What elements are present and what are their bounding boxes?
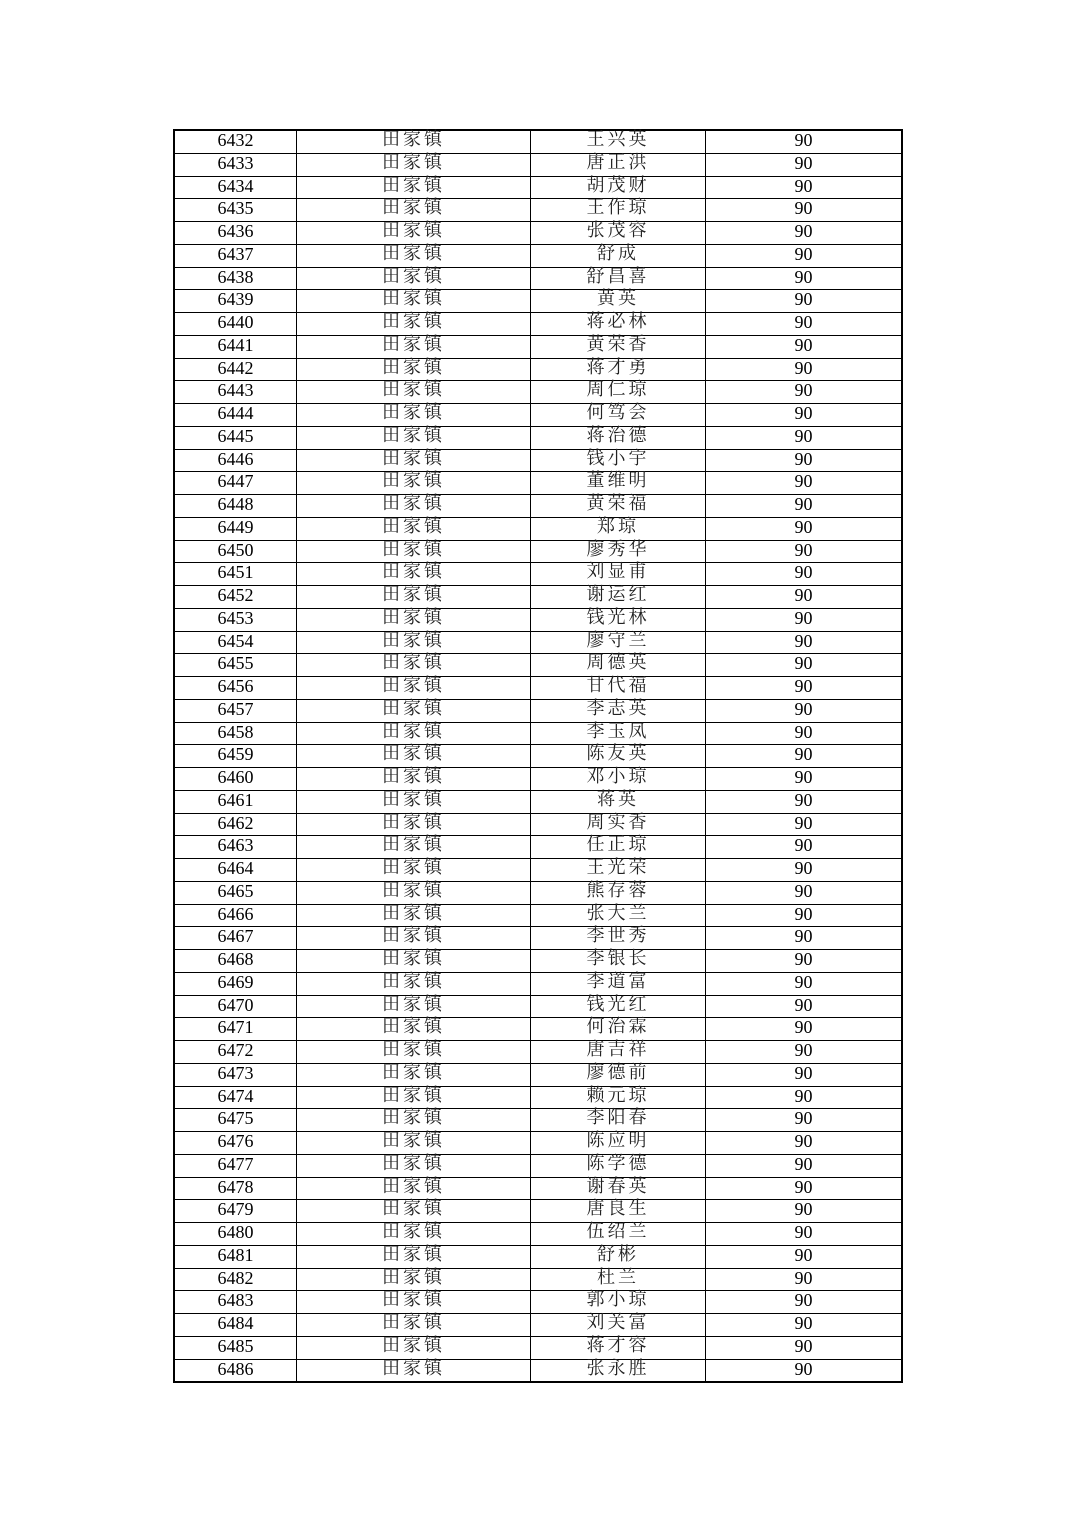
table-row (174, 244, 902, 267)
table-row (174, 1063, 902, 1086)
name-cell: 李玉凤 (531, 722, 706, 745)
table-row (174, 290, 902, 313)
amount-cell: 90 (706, 881, 903, 904)
town-cell: 田家镇 (297, 1086, 531, 1109)
town-cell: 田家镇 (297, 813, 531, 836)
row-number: 6461 (174, 790, 297, 813)
row-number: 6441 (174, 335, 297, 358)
table-row (174, 722, 902, 745)
town-cell: 田家镇 (297, 244, 531, 267)
name-cell: 邓小琼 (531, 768, 706, 791)
row-number: 6479 (174, 1200, 297, 1223)
name-cell: 李阳春 (531, 1109, 706, 1132)
table-row (174, 745, 902, 768)
row-number: 6446 (174, 449, 297, 472)
name-cell: 谢春英 (531, 1177, 706, 1200)
table-row (174, 1245, 902, 1268)
amount-cell: 90 (706, 563, 903, 586)
name-cell: 陈学德 (531, 1154, 706, 1177)
table-row (174, 586, 902, 609)
row-number: 6437 (174, 244, 297, 267)
row-number: 6465 (174, 881, 297, 904)
name-cell: 李志英 (531, 699, 706, 722)
town-cell: 田家镇 (297, 950, 531, 973)
row-number: 6442 (174, 358, 297, 381)
amount-cell: 90 (706, 995, 903, 1018)
row-number: 6432 (174, 130, 297, 153)
row-number: 6438 (174, 267, 297, 290)
town-cell: 田家镇 (297, 881, 531, 904)
town-cell: 田家镇 (297, 631, 531, 654)
amount-cell: 90 (706, 222, 903, 245)
table-row (174, 813, 902, 836)
row-number: 6440 (174, 313, 297, 336)
table-row (174, 176, 902, 199)
town-cell: 田家镇 (297, 449, 531, 472)
amount-cell: 90 (706, 1086, 903, 1109)
table-row (174, 381, 902, 404)
town-cell: 田家镇 (297, 1041, 531, 1064)
name-cell: 蒋才勇 (531, 358, 706, 381)
name-cell: 廖秀华 (531, 540, 706, 563)
name-cell: 陈友英 (531, 745, 706, 768)
town-cell: 田家镇 (297, 1018, 531, 1041)
amount-cell: 90 (706, 1177, 903, 1200)
row-number: 6458 (174, 722, 297, 745)
town-cell: 田家镇 (297, 768, 531, 791)
town-cell: 田家镇 (297, 381, 531, 404)
town-cell: 田家镇 (297, 972, 531, 995)
amount-cell: 90 (706, 313, 903, 336)
town-cell: 田家镇 (297, 153, 531, 176)
amount-cell: 90 (706, 404, 903, 427)
town-cell: 田家镇 (297, 1223, 531, 1246)
amount-cell: 90 (706, 677, 903, 700)
name-cell: 张永胜 (531, 1359, 706, 1382)
table-row (174, 1359, 902, 1382)
name-cell: 赖元琼 (531, 1086, 706, 1109)
town-cell: 田家镇 (297, 654, 531, 677)
amount-cell: 90 (706, 381, 903, 404)
table-row (174, 1223, 902, 1246)
row-number: 6436 (174, 222, 297, 245)
name-cell: 周实香 (531, 813, 706, 836)
amount-cell: 90 (706, 176, 903, 199)
town-cell: 田家镇 (297, 1336, 531, 1359)
amount-cell: 90 (706, 1154, 903, 1177)
row-number: 6451 (174, 563, 297, 586)
town-cell: 田家镇 (297, 495, 531, 518)
row-number: 6443 (174, 381, 297, 404)
town-cell: 田家镇 (297, 722, 531, 745)
table-row (174, 1200, 902, 1223)
name-cell: 舒彬 (531, 1245, 706, 1268)
amount-cell: 90 (706, 972, 903, 995)
town-cell: 田家镇 (297, 790, 531, 813)
table-row (174, 222, 902, 245)
table-row (174, 631, 902, 654)
amount-cell: 90 (706, 426, 903, 449)
town-cell: 田家镇 (297, 290, 531, 313)
name-cell: 刘关富 (531, 1314, 706, 1337)
town-cell: 田家镇 (297, 1109, 531, 1132)
amount-cell: 90 (706, 745, 903, 768)
amount-cell: 90 (706, 335, 903, 358)
table-row (174, 563, 902, 586)
name-cell: 张大兰 (531, 904, 706, 927)
amount-cell: 90 (706, 267, 903, 290)
name-cell: 李世秀 (531, 927, 706, 950)
town-cell: 田家镇 (297, 677, 531, 700)
name-cell: 黄荣香 (531, 335, 706, 358)
amount-cell: 90 (706, 1291, 903, 1314)
amount-cell: 90 (706, 608, 903, 631)
name-cell: 蒋英 (531, 790, 706, 813)
table-row (174, 404, 902, 427)
row-number: 6447 (174, 472, 297, 495)
amount-cell: 90 (706, 1223, 903, 1246)
subsidy-table (173, 129, 903, 1383)
amount-cell: 90 (706, 540, 903, 563)
row-number: 6460 (174, 768, 297, 791)
row-number: 6486 (174, 1359, 297, 1382)
row-number: 6480 (174, 1223, 297, 1246)
table-row (174, 449, 902, 472)
row-number: 6459 (174, 745, 297, 768)
town-cell: 田家镇 (297, 745, 531, 768)
table-row (174, 881, 902, 904)
row-number: 6433 (174, 153, 297, 176)
table-row (174, 313, 902, 336)
town-cell: 田家镇 (297, 1245, 531, 1268)
town-cell: 田家镇 (297, 358, 531, 381)
table-row (174, 972, 902, 995)
row-number: 6484 (174, 1314, 297, 1337)
name-cell: 张茂容 (531, 222, 706, 245)
town-cell: 田家镇 (297, 313, 531, 336)
table-row (174, 1336, 902, 1359)
amount-cell: 90 (706, 1200, 903, 1223)
table-row (174, 1018, 902, 1041)
table-row (174, 1177, 902, 1200)
town-cell: 田家镇 (297, 267, 531, 290)
amount-cell: 90 (706, 495, 903, 518)
table-row (174, 335, 902, 358)
name-cell: 蒋治德 (531, 426, 706, 449)
town-cell: 田家镇 (297, 404, 531, 427)
table-row (174, 836, 902, 859)
name-cell: 谢运红 (531, 586, 706, 609)
town-cell: 田家镇 (297, 1359, 531, 1382)
row-number: 6467 (174, 927, 297, 950)
row-number: 6482 (174, 1268, 297, 1291)
name-cell: 伍绍兰 (531, 1223, 706, 1246)
town-cell: 田家镇 (297, 176, 531, 199)
name-cell: 熊存蓉 (531, 881, 706, 904)
row-number: 6471 (174, 1018, 297, 1041)
name-cell: 郭小琼 (531, 1291, 706, 1314)
row-number: 6462 (174, 813, 297, 836)
row-number: 6445 (174, 426, 297, 449)
name-cell: 舒成 (531, 244, 706, 267)
name-cell: 周仁琼 (531, 381, 706, 404)
amount-cell: 90 (706, 722, 903, 745)
town-cell: 田家镇 (297, 426, 531, 449)
name-cell: 何治霖 (531, 1018, 706, 1041)
row-number: 6470 (174, 995, 297, 1018)
amount-cell: 90 (706, 1063, 903, 1086)
name-cell: 廖守兰 (531, 631, 706, 654)
town-cell: 田家镇 (297, 1268, 531, 1291)
amount-cell: 90 (706, 290, 903, 313)
table-row (174, 1041, 902, 1064)
name-cell: 黄荣福 (531, 495, 706, 518)
table-row (174, 472, 902, 495)
amount-cell: 90 (706, 1041, 903, 1064)
name-cell: 唐良生 (531, 1200, 706, 1223)
amount-cell: 90 (706, 449, 903, 472)
town-cell: 田家镇 (297, 1132, 531, 1155)
amount-cell: 90 (706, 950, 903, 973)
town-cell: 田家镇 (297, 130, 531, 153)
name-cell: 王作琼 (531, 199, 706, 222)
table-row (174, 199, 902, 222)
town-cell: 田家镇 (297, 1200, 531, 1223)
town-cell: 田家镇 (297, 199, 531, 222)
name-cell: 李银长 (531, 950, 706, 973)
row-number: 6466 (174, 904, 297, 927)
row-number: 6435 (174, 199, 297, 222)
table-row (174, 267, 902, 290)
row-number: 6434 (174, 176, 297, 199)
name-cell: 蒋才容 (531, 1336, 706, 1359)
row-number: 6454 (174, 631, 297, 654)
amount-cell: 90 (706, 654, 903, 677)
table-row (174, 768, 902, 791)
name-cell: 钱光红 (531, 995, 706, 1018)
table-row (174, 1314, 902, 1337)
row-number: 6483 (174, 1291, 297, 1314)
town-cell: 田家镇 (297, 1063, 531, 1086)
amount-cell: 90 (706, 1359, 903, 1382)
name-cell: 何笃会 (531, 404, 706, 427)
name-cell: 钱光林 (531, 608, 706, 631)
town-cell: 田家镇 (297, 1291, 531, 1314)
row-number: 6452 (174, 586, 297, 609)
town-cell: 田家镇 (297, 995, 531, 1018)
table-row (174, 1291, 902, 1314)
row-number: 6463 (174, 836, 297, 859)
amount-cell: 90 (706, 836, 903, 859)
town-cell: 田家镇 (297, 586, 531, 609)
town-cell: 田家镇 (297, 904, 531, 927)
town-cell: 田家镇 (297, 859, 531, 882)
name-cell: 甘代福 (531, 677, 706, 700)
row-number: 6473 (174, 1063, 297, 1086)
table-row (174, 426, 902, 449)
row-number: 6453 (174, 608, 297, 631)
table-row (174, 1154, 902, 1177)
table-row (174, 790, 902, 813)
row-number: 6444 (174, 404, 297, 427)
table-row (174, 859, 902, 882)
row-number: 6476 (174, 1132, 297, 1155)
name-cell: 陈应明 (531, 1132, 706, 1155)
row-number: 6485 (174, 1336, 297, 1359)
name-cell: 王兴英 (531, 130, 706, 153)
amount-cell: 90 (706, 904, 903, 927)
table-row (174, 608, 902, 631)
name-cell: 胡茂财 (531, 176, 706, 199)
town-cell: 田家镇 (297, 1314, 531, 1337)
town-cell: 田家镇 (297, 927, 531, 950)
name-cell: 郑琼 (531, 517, 706, 540)
name-cell: 刘显甫 (531, 563, 706, 586)
name-cell: 王光荣 (531, 859, 706, 882)
row-number: 6481 (174, 1245, 297, 1268)
amount-cell: 90 (706, 790, 903, 813)
amount-cell: 90 (706, 859, 903, 882)
town-cell: 田家镇 (297, 563, 531, 586)
table-row (174, 677, 902, 700)
row-number: 6457 (174, 699, 297, 722)
name-cell: 钱小宇 (531, 449, 706, 472)
row-number: 6439 (174, 290, 297, 313)
town-cell: 田家镇 (297, 699, 531, 722)
name-cell: 舒昌喜 (531, 267, 706, 290)
row-number: 6450 (174, 540, 297, 563)
town-cell: 田家镇 (297, 335, 531, 358)
amount-cell: 90 (706, 358, 903, 381)
amount-cell: 90 (706, 199, 903, 222)
amount-cell: 90 (706, 1268, 903, 1291)
name-cell: 唐吉祥 (531, 1041, 706, 1064)
table-row (174, 995, 902, 1018)
amount-cell: 90 (706, 631, 903, 654)
amount-cell: 90 (706, 586, 903, 609)
amount-cell: 90 (706, 1109, 903, 1132)
name-cell: 李道富 (531, 972, 706, 995)
row-number: 6477 (174, 1154, 297, 1177)
name-cell: 蒋必林 (531, 313, 706, 336)
town-cell: 田家镇 (297, 540, 531, 563)
amount-cell: 90 (706, 1245, 903, 1268)
town-cell: 田家镇 (297, 836, 531, 859)
amount-cell: 90 (706, 244, 903, 267)
table-row (174, 540, 902, 563)
row-number: 6478 (174, 1177, 297, 1200)
name-cell: 周德英 (531, 654, 706, 677)
amount-cell: 90 (706, 1018, 903, 1041)
name-cell: 杜兰 (531, 1268, 706, 1291)
row-number: 6456 (174, 677, 297, 700)
table-row (174, 495, 902, 518)
town-cell: 田家镇 (297, 608, 531, 631)
row-number: 6475 (174, 1109, 297, 1132)
table-row (174, 1086, 902, 1109)
table-row (174, 1268, 902, 1291)
amount-cell: 90 (706, 813, 903, 836)
town-cell: 田家镇 (297, 222, 531, 245)
amount-cell: 90 (706, 1314, 903, 1337)
amount-cell: 90 (706, 927, 903, 950)
row-number: 6469 (174, 972, 297, 995)
name-cell: 黄英 (531, 290, 706, 313)
table-row (174, 927, 902, 950)
table-row (174, 1109, 902, 1132)
table-row (174, 950, 902, 973)
name-cell: 廖德前 (531, 1063, 706, 1086)
amount-cell: 90 (706, 472, 903, 495)
town-cell: 田家镇 (297, 472, 531, 495)
table-row (174, 517, 902, 540)
table-row (174, 699, 902, 722)
name-cell: 董维明 (531, 472, 706, 495)
row-number: 6472 (174, 1041, 297, 1064)
amount-cell: 90 (706, 130, 903, 153)
table-row (174, 904, 902, 927)
amount-cell: 90 (706, 768, 903, 791)
row-number: 6455 (174, 654, 297, 677)
row-number: 6464 (174, 859, 297, 882)
table-row (174, 153, 902, 176)
table-row (174, 654, 902, 677)
table-row (174, 1132, 902, 1155)
row-number: 6448 (174, 495, 297, 518)
row-number: 6449 (174, 517, 297, 540)
name-cell: 唐正洪 (531, 153, 706, 176)
row-number: 6474 (174, 1086, 297, 1109)
amount-cell: 90 (706, 699, 903, 722)
amount-cell: 90 (706, 1132, 903, 1155)
name-cell: 任正琼 (531, 836, 706, 859)
amount-cell: 90 (706, 153, 903, 176)
row-number: 6468 (174, 950, 297, 973)
town-cell: 田家镇 (297, 1177, 531, 1200)
town-cell: 田家镇 (297, 517, 531, 540)
amount-cell: 90 (706, 517, 903, 540)
town-cell: 田家镇 (297, 1154, 531, 1177)
amount-cell: 90 (706, 1336, 903, 1359)
table-row (174, 130, 902, 153)
table-row (174, 358, 902, 381)
